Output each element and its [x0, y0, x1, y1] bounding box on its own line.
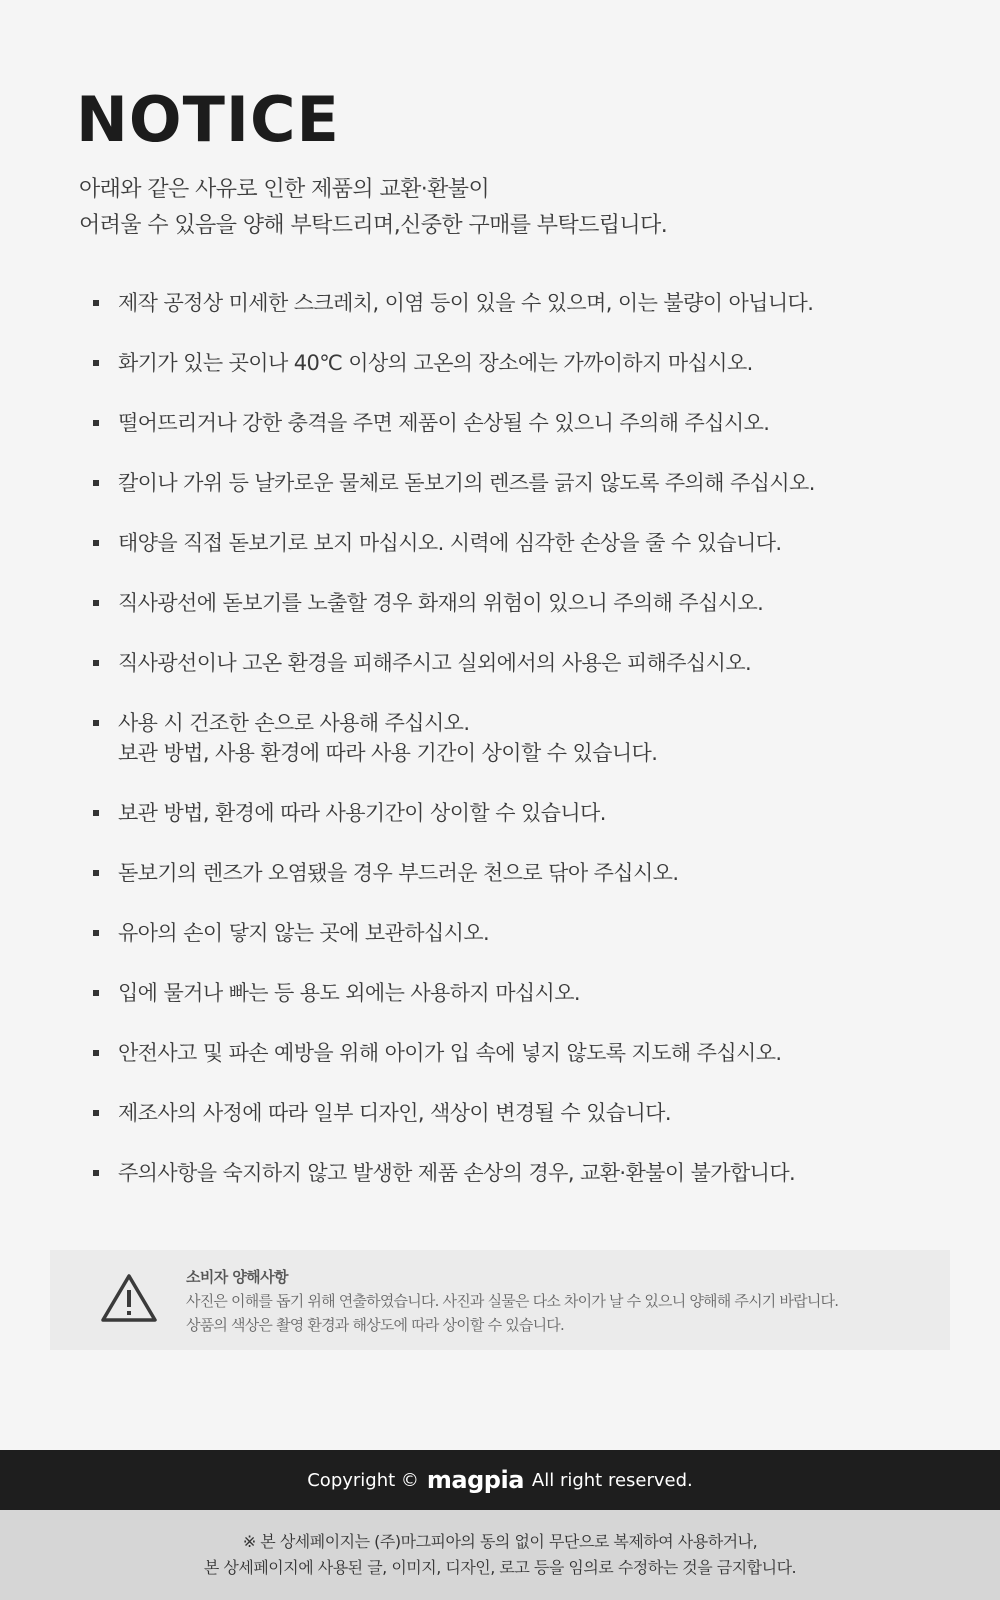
notice-line: 유아의 손이 닿지 않는 곳에 보관하십시오.: [118, 921, 490, 945]
notice-line: 보관 방법, 사용 환경에 따라 사용 기간이 상이할 수 있습니다.: [118, 741, 658, 765]
bullet-icon: [93, 810, 99, 816]
notice-item: [90, 798, 970, 828]
notice-item-text: [118, 468, 970, 498]
notice-item-text: [118, 1098, 970, 1128]
bullet-icon: [93, 360, 99, 366]
copyright-suffix: All right reserved.: [531, 1469, 693, 1491]
notice-item-text: [118, 528, 970, 558]
notice-item-text: [118, 1038, 970, 1068]
bullet-icon: [93, 870, 99, 876]
notice-item: [90, 288, 970, 318]
bullet-icon: [93, 600, 99, 606]
bullet-icon: [93, 1170, 99, 1176]
notice-item-text: [118, 858, 970, 888]
notice-line: 제조사의 사정에 따라 일부 디자인, 색상이 변경될 수 있습니다.: [118, 1101, 671, 1125]
legal-notice: [0, 1510, 1000, 1600]
notice-line: 안전사고 및 파손 예방을 위해 아이가 입 속에 넣지 않도록 지도해 주십시오.: [118, 1041, 782, 1065]
notice-item: [90, 588, 970, 618]
notice-item: [90, 708, 970, 768]
bullet-icon: [93, 540, 99, 546]
notice-line: 태양을 직접 돋보기로 보지 마십시오. 시력에 심각한 손상을 줄 수 있습니다.: [118, 531, 782, 555]
brand-logo: magpia: [426, 1466, 524, 1494]
warning-icon: [100, 1272, 158, 1324]
notice-item: [90, 408, 970, 438]
bullet-icon: [93, 1050, 99, 1056]
consumer-notice-text: 사진은 이해를 돕기 위해 연출하였습니다. 사진과 실물은 다소 차이가 날 수 있으니 양해해 주시기 바랍니다.: [186, 1292, 839, 1310]
notice-item: [90, 978, 970, 1008]
notice-item: [90, 528, 970, 558]
intro-text: [79, 172, 667, 244]
notice-item: [90, 468, 970, 498]
notice-item-text: [118, 708, 970, 768]
notice-item-text: [118, 978, 970, 1008]
bullet-icon: [93, 1110, 99, 1116]
notice-item-text: [118, 1158, 970, 1188]
notice-item: [90, 648, 970, 678]
notice-item: [90, 918, 970, 948]
page-title: NOTICE: [76, 83, 340, 156]
bullet-icon: [93, 720, 99, 726]
intro-line: 어려울 수 있음을 양해 부탁드리며,신중한 구매를 부탁드립니다.: [79, 213, 668, 238]
notice-line: 주의사항을 숙지하지 않고 발생한 제품 손상의 경우, 교환·환불이 불가합니다.: [118, 1161, 796, 1185]
notice-line: 직사광선에 돋보기를 노출할 경우 화재의 위험이 있으니 주의해 주십시오.: [118, 591, 764, 615]
bullet-icon: [93, 660, 99, 666]
copyright-bar: [0, 1450, 1000, 1510]
consumer-notice-box: [50, 1250, 950, 1350]
notice-item-text: [118, 918, 970, 948]
notice-item: [90, 348, 970, 378]
notice-line: 직사광선이나 고온 환경을 피해주시고 실외에서의 사용은 피해주십시오.: [118, 651, 752, 675]
notice-line: 제작 공정상 미세한 스크레치, 이염 등이 있을 수 있으며, 이는 불량이 아닙니다.: [118, 291, 814, 315]
notice-line: 떨어뜨리거나 강한 충격을 주면 제품이 손상될 수 있으니 주의해 주십시오.: [118, 411, 770, 435]
notice-line: 보관 방법, 환경에 따라 사용기간이 상이할 수 있습니다.: [118, 801, 606, 825]
bullet-icon: [93, 480, 99, 486]
intro-line: 아래와 같은 사유로 인한 제품의 교환·환불이: [79, 177, 490, 202]
notice-item: [90, 1098, 970, 1128]
bullet-icon: [93, 990, 99, 996]
consumer-notice-text: 상품의 색상은 촬영 환경과 해상도에 따라 상이할 수 있습니다.: [186, 1316, 564, 1334]
copyright-prefix: Copyright ©: [307, 1469, 419, 1491]
notice-item-text: [118, 588, 970, 618]
notice-item-text: [118, 648, 970, 678]
consumer-notice-title: 소비자 양해사항: [186, 1268, 288, 1286]
notice-line: 입에 물거나 빠는 등 용도 외에는 사용하지 마십시오.: [118, 981, 581, 1005]
notice-item-text: [118, 798, 970, 828]
notice-line: 사용 시 건조한 손으로 사용해 주십시오.: [118, 711, 470, 735]
notice-line: 칼이나 가위 등 날카로운 물체로 돋보기의 렌즈를 긁지 않도록 주의해 주십시오.: [118, 471, 815, 495]
notice-item-text: [118, 408, 970, 438]
notice-line: 화기가 있는 곳이나 40℃ 이상의 고온의 장소에는 가까이하지 마십시오.: [118, 351, 753, 375]
notice-item: [90, 858, 970, 888]
notice-item-text: [118, 288, 970, 318]
notice-list: [90, 288, 970, 1218]
legal-line: ※ 본 상세페이지는 (주)마그피아의 동의 없이 무단으로 복제하여 사용하거나,: [242, 1532, 758, 1551]
bullet-icon: [93, 300, 99, 306]
notice-item: [90, 1038, 970, 1068]
legal-line: 본 상세페이지에 사용된 글, 이미지, 디자인, 로고 등을 임의로 수정하는 것을 금지합니다.: [203, 1558, 797, 1577]
notice-line: 돋보기의 렌즈가 오염됐을 경우 부드러운 천으로 닦아 주십시오.: [118, 861, 679, 885]
notice-item: [90, 1158, 970, 1188]
bullet-icon: [93, 420, 99, 426]
bullet-icon: [93, 930, 99, 936]
notice-item-text: [118, 348, 970, 378]
